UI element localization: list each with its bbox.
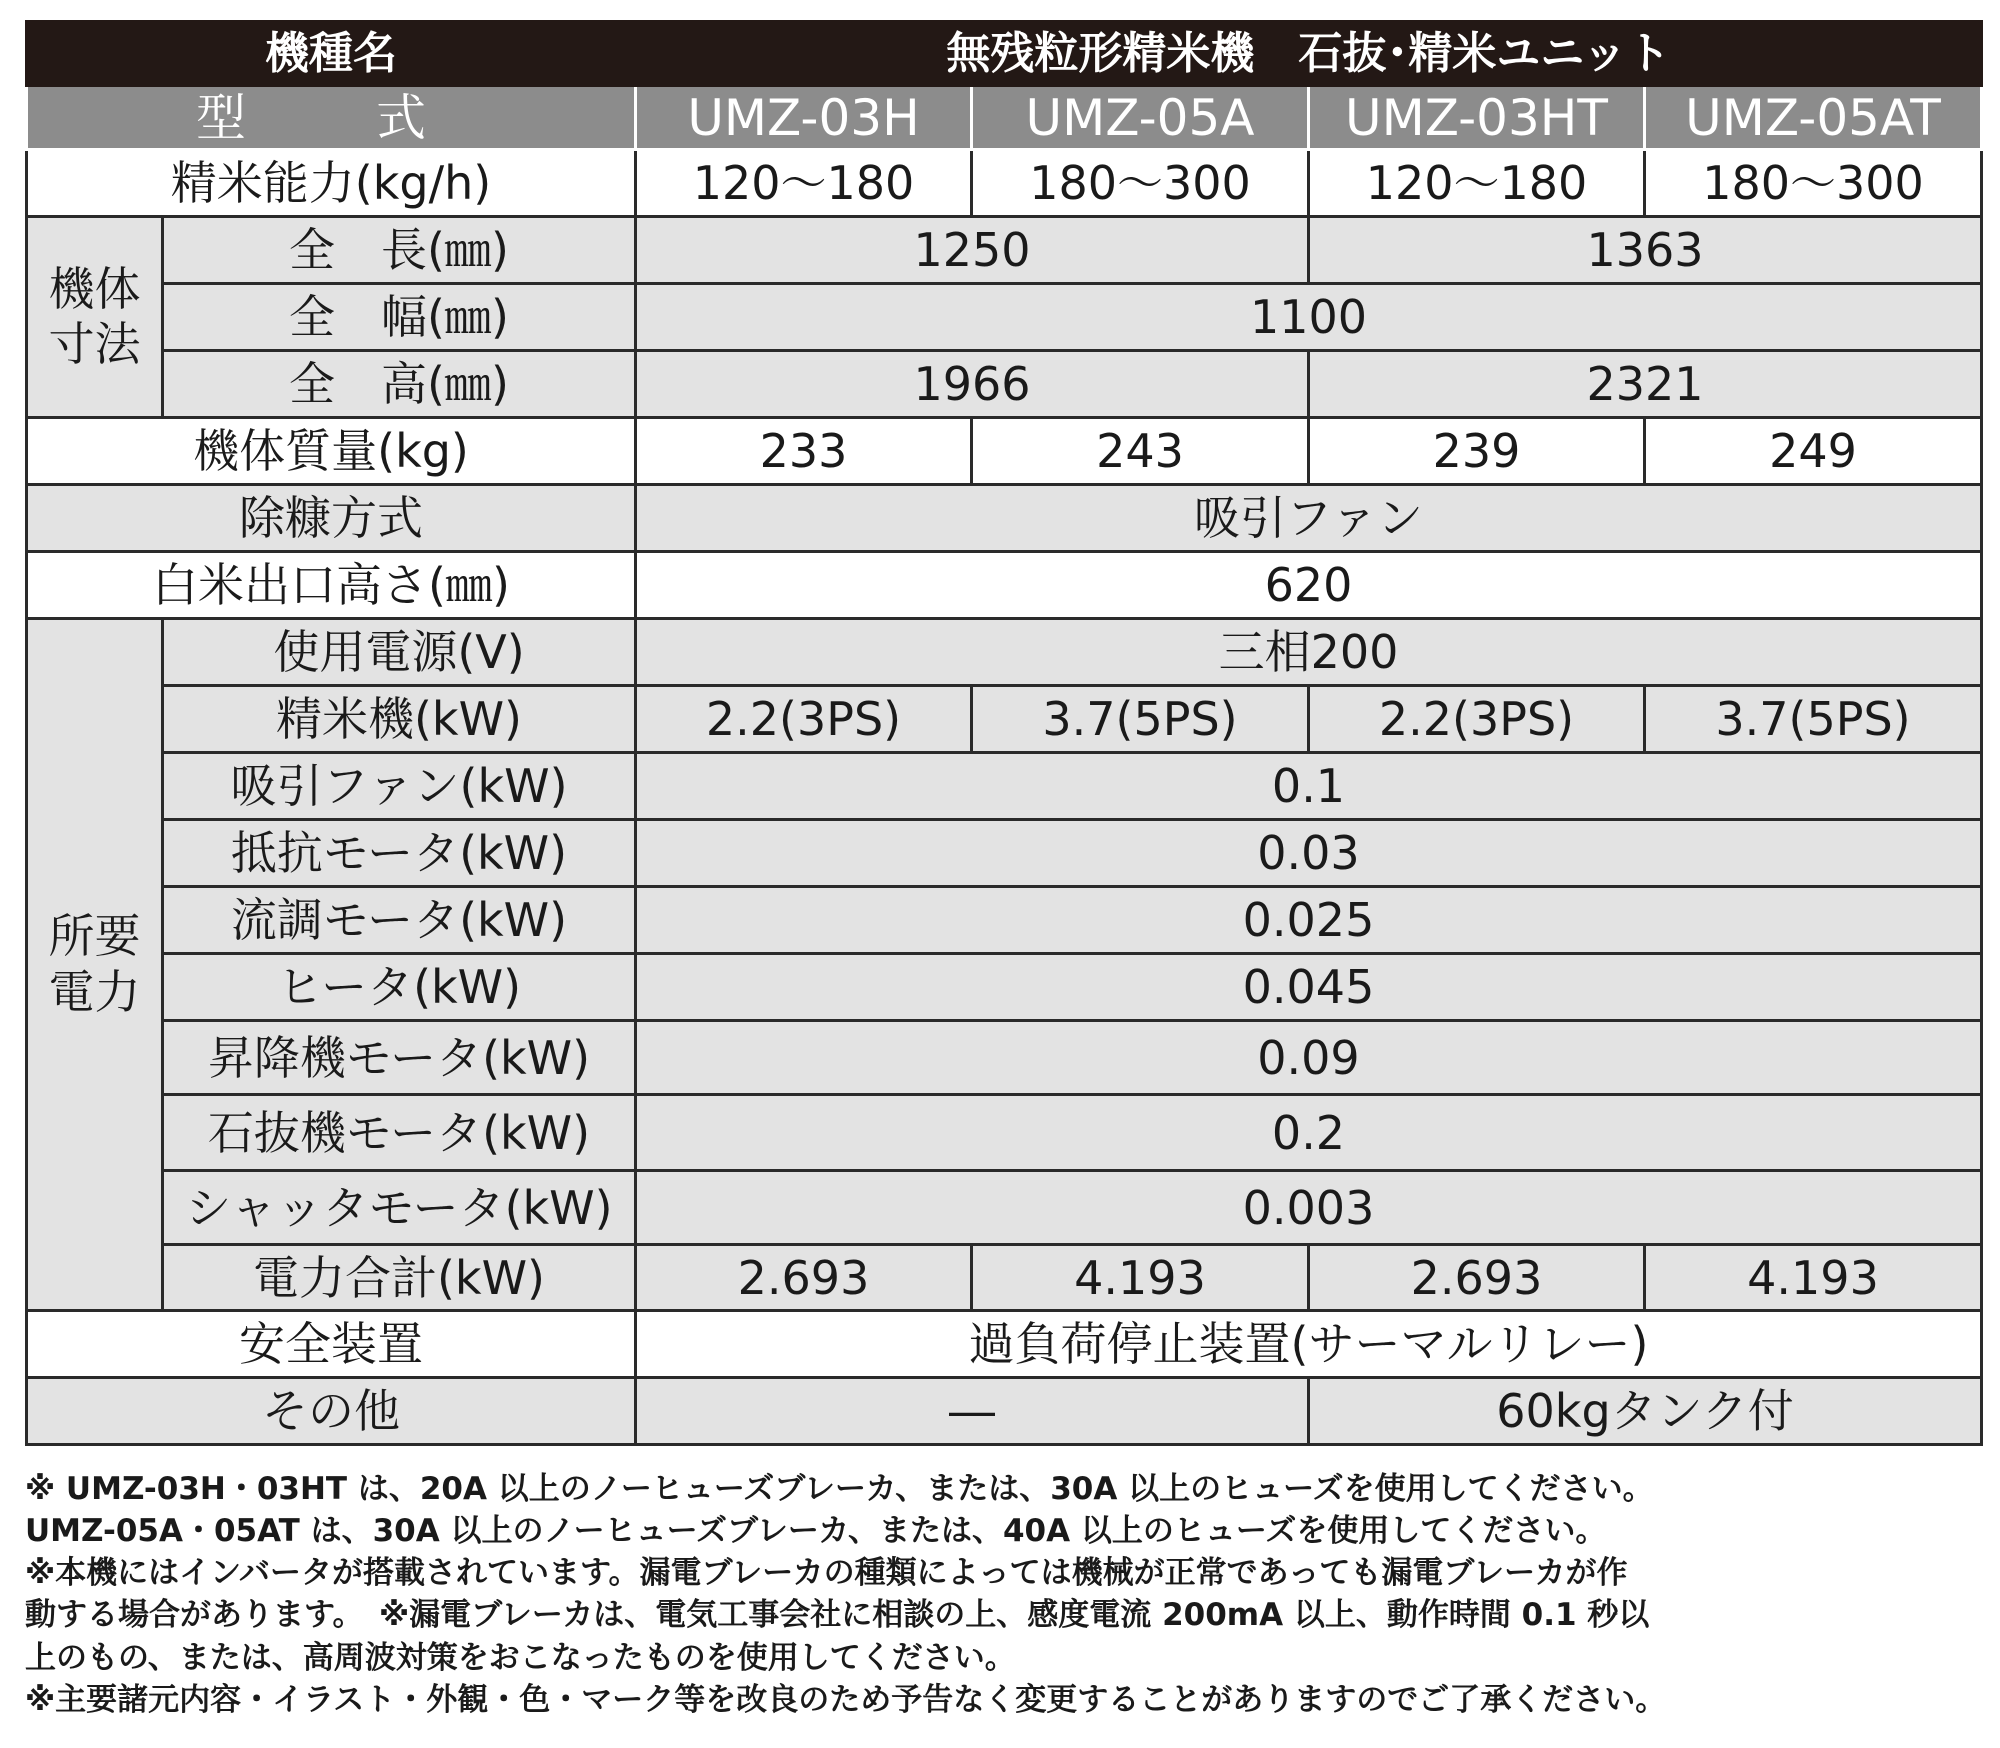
power-total-value: 2.693 xyxy=(636,1245,972,1311)
height-value: 2321 xyxy=(1309,351,1982,418)
mass-label: 機体質量(kg) xyxy=(27,418,636,485)
footnotes xyxy=(25,1468,1985,1721)
footnote-line: ※本機にはインバータが搭載されています。漏電ブレーカの種類によっては機械が正常であっても漏電ブレーカが作 xyxy=(25,1555,1628,1592)
mass-value: 249 xyxy=(1645,418,1982,485)
elevator-motor-value: 0.09 xyxy=(636,1021,1982,1095)
power-total-value: 4.193 xyxy=(972,1245,1309,1311)
power-total-row xyxy=(27,1245,1982,1311)
capacity-value: 120〜180 xyxy=(1309,150,1645,217)
suction-fan-label: 吸引ファン(kW) xyxy=(163,753,636,820)
capacity-value: 120〜180 xyxy=(636,150,972,217)
outlet-height-row xyxy=(27,552,1982,619)
model-umz-05a: UMZ-05A xyxy=(972,86,1309,150)
resistance-motor-row xyxy=(27,820,1982,887)
mass-value: 243 xyxy=(972,418,1309,485)
safety-row xyxy=(27,1311,1982,1378)
footnote-line: 動する場合があります。 ※漏電ブレーカは、電気工事会社に相談の上、感度電流 200mA 以上、動作時間 0.1 秒以 xyxy=(25,1597,1650,1634)
height-row xyxy=(27,351,1982,418)
polisher-value: 2.2(3PS) xyxy=(636,686,972,753)
flow-motor-value: 0.025 xyxy=(636,887,1982,954)
heater-value: 0.045 xyxy=(636,954,1982,1021)
height-label: 全 高(㎜) xyxy=(163,351,636,418)
width-row xyxy=(27,284,1982,351)
footnote-line: UMZ-05A・05AT は、30A 以上のノーヒューズブレーカ、または、40A 以上のヒューズを使用してください。 xyxy=(25,1513,1607,1550)
body-size-group: 機体寸法 xyxy=(27,217,163,418)
polisher-value: 3.7(5PS) xyxy=(1645,686,1982,753)
heater-label: ヒータ(kW) xyxy=(163,954,636,1021)
spec-table xyxy=(25,20,1983,1446)
mass-value: 233 xyxy=(636,418,972,485)
bran-removal-value: 吸引ファン xyxy=(636,485,1982,552)
destoner-motor-value: 0.2 xyxy=(636,1095,1982,1171)
product-title: 無残粒形精米機 石抜･精米ユニット xyxy=(636,22,1982,86)
elevator-motor-label: 昇降機モータ(kW) xyxy=(163,1021,636,1095)
shutter-motor-row xyxy=(27,1171,1982,1245)
capacity-value: 180〜300 xyxy=(1645,150,1982,217)
model-umz-05at: UMZ-05AT xyxy=(1645,86,1982,150)
flow-motor-row xyxy=(27,887,1982,954)
power-supply-value: 三相200 xyxy=(636,619,1982,686)
heater-row xyxy=(27,954,1982,1021)
model-umz-03ht: UMZ-03HT xyxy=(1309,86,1645,150)
shutter-motor-value: 0.003 xyxy=(636,1171,1982,1245)
capacity-row xyxy=(27,150,1982,217)
elevator-motor-row xyxy=(27,1021,1982,1095)
model-name-label: 機種名 xyxy=(27,22,636,86)
capacity-value: 180〜300 xyxy=(972,150,1309,217)
model-row xyxy=(27,86,1982,150)
power-total-label: 電力合計(kW) xyxy=(163,1245,636,1311)
length-value: 1250 xyxy=(636,217,1309,284)
footnote-line: 上のもの、または、高周波対策をおこなったものを使用してください。 xyxy=(25,1639,1016,1676)
polisher-value: 2.2(3PS) xyxy=(1309,686,1645,753)
width-label: 全 幅(㎜) xyxy=(163,284,636,351)
bran-removal-row xyxy=(27,485,1982,552)
destoner-motor-label: 石抜機モータ(kW) xyxy=(163,1095,636,1171)
destoner-motor-row xyxy=(27,1095,1982,1171)
width-value: 1100 xyxy=(636,284,1982,351)
mass-row xyxy=(27,418,1982,485)
other-value: ― xyxy=(636,1378,1309,1445)
mass-value: 239 xyxy=(1309,418,1645,485)
other-label: その他 xyxy=(27,1378,636,1445)
polisher-label: 精米機(kW) xyxy=(163,686,636,753)
power-supply-label: 使用電源(V) xyxy=(163,619,636,686)
bran-removal-label: 除糠方式 xyxy=(27,485,636,552)
footnote-line: ※主要諸元内容・イラスト・外観・色・マーク等を改良のため予告なく変更することがありますのでご了承ください。 xyxy=(25,1681,1667,1718)
safety-label: 安全装置 xyxy=(27,1311,636,1378)
resistance-motor-label: 抵抗モータ(kW) xyxy=(163,820,636,887)
polisher-row xyxy=(27,686,1982,753)
power-total-value: 4.193 xyxy=(1645,1245,1982,1311)
power-group: 所要電力 xyxy=(27,619,163,1311)
model-umz-03h: UMZ-03H xyxy=(636,86,972,150)
polisher-value: 3.7(5PS) xyxy=(972,686,1309,753)
suction-fan-row xyxy=(27,753,1982,820)
other-row xyxy=(27,1378,1982,1445)
length-row xyxy=(27,217,1982,284)
resistance-motor-value: 0.03 xyxy=(636,820,1982,887)
type-label: 型 式 xyxy=(27,86,636,150)
other-value: 60kgタンク付 xyxy=(1309,1378,1982,1445)
suction-fan-value: 0.1 xyxy=(636,753,1982,820)
length-value: 1363 xyxy=(1309,217,1982,284)
height-value: 1966 xyxy=(636,351,1309,418)
footnote-line: ※ UMZ-03H・03HT は、20A 以上のノーヒューズブレーカ、または、30A 以上のヒューズを使用してください。 xyxy=(25,1471,1654,1507)
header-row xyxy=(27,22,1982,86)
power-total-value: 2.693 xyxy=(1309,1245,1645,1311)
shutter-motor-label: シャッタモータ(kW) xyxy=(163,1171,636,1245)
safety-value: 過負荷停止装置(サーマルリレー) xyxy=(636,1311,1982,1378)
capacity-label: 精米能力(kg/h) xyxy=(27,150,636,217)
power-supply-row xyxy=(27,619,1982,686)
outlet-height-value: 620 xyxy=(636,552,1982,619)
length-label: 全 長(㎜) xyxy=(163,217,636,284)
outlet-height-label: 白米出口高さ(㎜) xyxy=(27,552,636,619)
flow-motor-label: 流調モータ(kW) xyxy=(163,887,636,954)
